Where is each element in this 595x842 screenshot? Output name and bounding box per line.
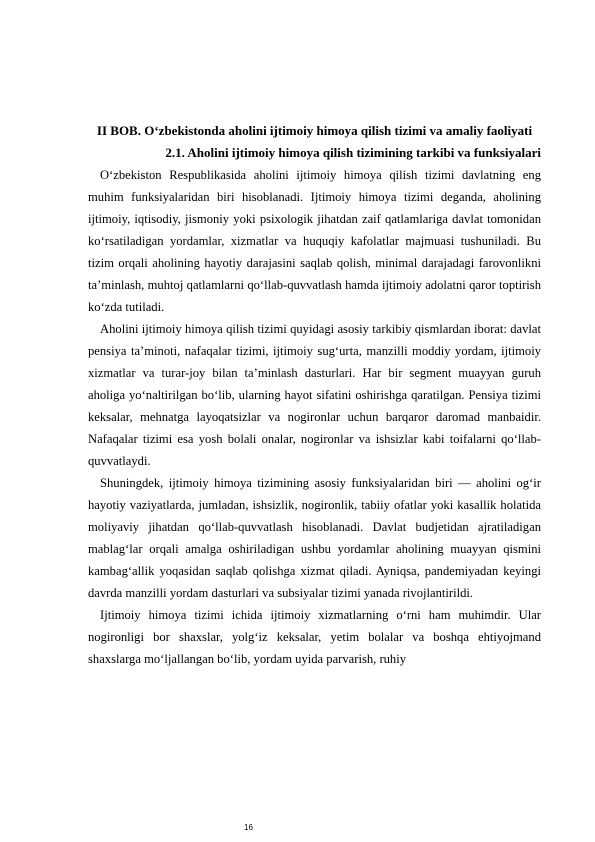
section-title: 2.1. Aholini ijtimoiy himoya qilish tizimining tarkibi va funksiyalari: [165, 145, 541, 160]
body-paragraph-2: Aholini ijtimoiy himoya qilish tizimi quyidagi asosiy tarkibiy qismlardan iborat: davlat pensiya ta’minoti, nafaqalar tizimi, ijtimoiy sug‘urta, manzilli moddiy yordam, ijtimoiy xizmatlar va turar-joy bilan ta’minlash dasturlari. Har bir segment muayyan guruh aholiga yo‘naltirilgan bo‘lib, ularning hayot sifatini oshirishga qaratilgan. Pensiya tizimi keksalar, mehnatga layoqatsizlar va nogironlar uchun barqaror daromad manbaidir. Nafaqalar tizimi esa yosh bolali onalar, nogironlar va ishsizlar kabi toifalarni qo‘llab-quvvatlaydi.: [88, 322, 541, 468]
body-paragraph-3: Shuningdek, ijtimoiy himoya tizimining asosiy funksiyalaridan biri — aholini og‘ir hayotiy vaziyatlarda, jumladan, ishsizlik, nogironlik, tabiiy ofatlar yoki kasallik holatida moliyaviy jihatdan qo‘llab-quvvatlash hisoblanadi. Davlat budjetidan ajratiladigan mablag‘lar orqali amalga oshiriladigan ushbu yordamlar aholining muayyan qismini kambag‘allik yoqasidan saqlab qolishga xizmat qiladi. Ayniqsa, pandemiyadan keyingi davrda manzilli yordam dasturlari va subsiyalar tizimi yanada rivojlantirildi.: [88, 476, 541, 600]
body-paragraph-4: Ijtimoiy himoya tizimi ichida ijtimoiy xizmatlarning o‘rni ham muhimdir. Ular nogironligi bor shaxslar, yolg‘iz keksalar, yetim bolalar va boshqa ehtiyojmand shaxslarga mo‘ljallangan bo‘lib, yordam uyida parvarish, ruhiy: [88, 608, 541, 666]
document-page: [88, 120, 541, 670]
page-number: 16: [244, 823, 253, 832]
body-paragraph-1: O‘zbekiston Respublikasida aholini ijtimoiy himoya qilish tizimi davlatning eng muhim funksiyalaridan biri hisoblanadi. Ijtimoiy himoya tizimi deganda, aholining ijtimoiy, iqtisodiy, jismoniy yoki psixologik jihatdan zaif qatlamlariga davlat tomonidan ko‘rsatiladigan yordamlar, xizmatlar va huquqiy kafolatlar majmuasi tushuniladi. Bu tizim orqali aholining hayotiy darajasini saqlab qolish, minimal darajadagi farovonlikni ta’minlash, muhtoj qatlamlarni qo‘llab-quvvatlash hamda ijtimoiy adolatni qaror toptirish ko‘zda tutiladi.: [88, 168, 541, 314]
chapter-title: II BOB. O‘zbekistonda aholini ijtimoiy himoya qilish tizimi va amaliy faoliyati: [96, 123, 533, 138]
